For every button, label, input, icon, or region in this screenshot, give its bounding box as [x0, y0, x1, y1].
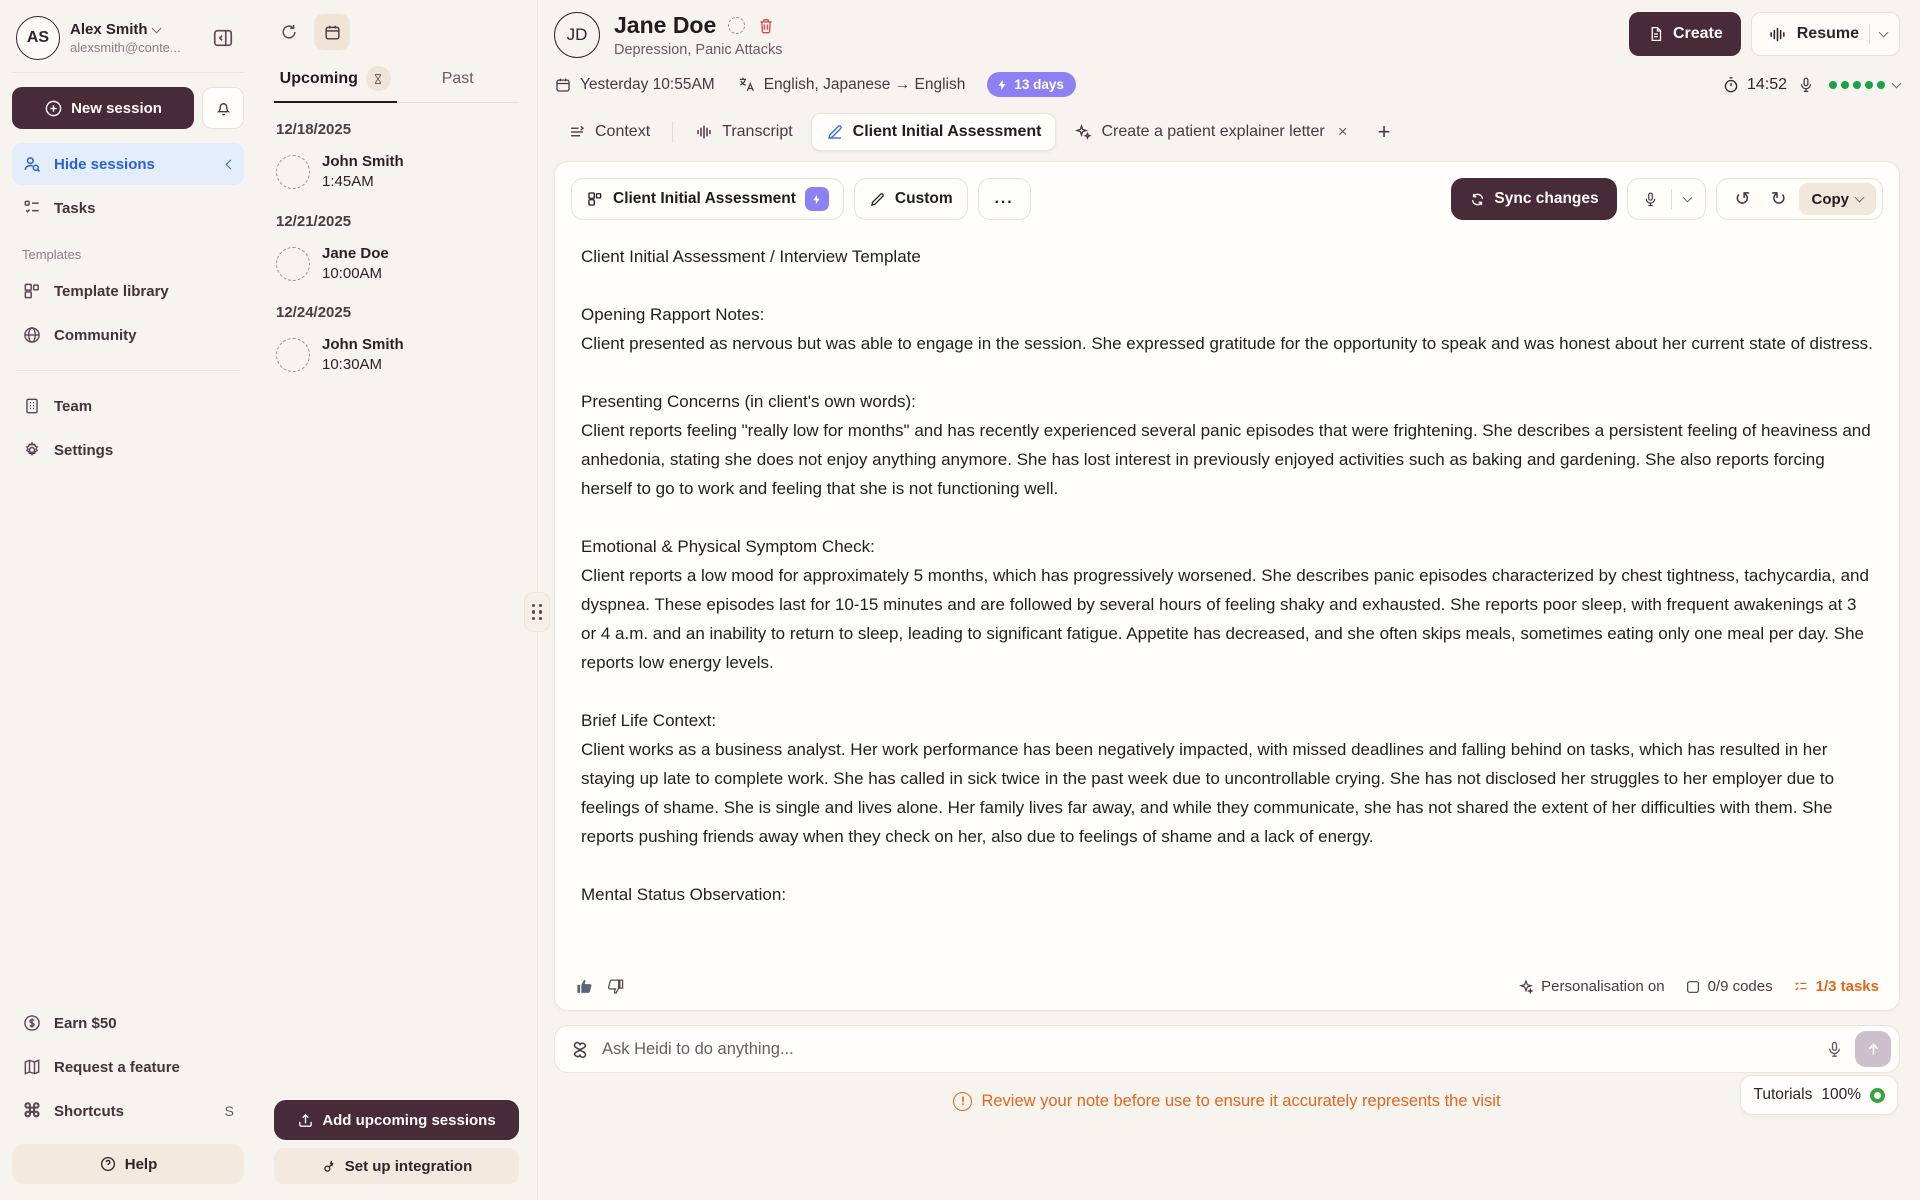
document-section — [581, 387, 1873, 503]
command-icon: ⌘ — [22, 1100, 42, 1122]
section-heading: Opening Rapport Notes: — [581, 305, 765, 324]
create-label: Create — [1672, 25, 1723, 42]
transcript-tab-label: Transcript — [722, 123, 793, 140]
help-button[interactable] — [12, 1144, 244, 1184]
template-icon — [586, 190, 604, 208]
ask-heidi-input[interactable] — [602, 1040, 1814, 1059]
user-meta — [70, 21, 196, 55]
sidebar-item-earn[interactable] — [12, 1002, 244, 1044]
hide-sessions-label: Hide sessions — [54, 155, 155, 173]
help-label: Help — [124, 1155, 158, 1173]
context-tab-label: Context — [595, 123, 651, 140]
document-section — [581, 300, 1873, 358]
waveform-icon — [1768, 25, 1787, 44]
settings-label: Settings — [54, 441, 114, 459]
chevron-down-icon — [1892, 78, 1902, 88]
sync-changes-button[interactable] — [1451, 178, 1616, 220]
new-session-label: New session — [71, 99, 162, 117]
template-name-label: Client Initial Assessment — [613, 190, 796, 207]
avatar: AS — [16, 16, 60, 60]
hourglass-badge — [366, 66, 391, 91]
audio-level-dots — [1829, 81, 1885, 89]
thumbs-down-icon[interactable] — [606, 977, 625, 996]
tasks-checklist-icon — [1793, 979, 1809, 995]
user-name: Alex Smith — [70, 21, 148, 38]
ai-bolt-badge — [805, 187, 829, 211]
microphone-icon[interactable] — [1825, 1040, 1844, 1059]
sidebar-item-team[interactable] — [12, 385, 244, 427]
chevron-down-icon — [1682, 193, 1692, 203]
sidebar-collapse-icon — [212, 27, 234, 49]
languages-label: English, Japanese → English — [763, 75, 966, 93]
note-footer — [555, 965, 1899, 1010]
new-session-button[interactable] — [12, 87, 194, 129]
section-heading: Mental Status Observation: — [581, 885, 787, 904]
refresh-sessions-button[interactable] — [274, 17, 304, 47]
sidebar-item-shortcuts[interactable] — [12, 1090, 244, 1132]
document-section — [581, 880, 1873, 909]
section-body: Client presented as nervous but was able to engage in the session. She expressed gratitude for the opportunity to speak and was honest about her current state of distress. — [581, 334, 1873, 353]
tab-context[interactable] — [554, 114, 664, 150]
pending-session-icon — [276, 247, 310, 281]
map-icon — [22, 1057, 42, 1077]
setup-integration-label: Set up integration — [344, 1157, 473, 1175]
stopwatch-icon — [1722, 76, 1740, 94]
patient-avatar: JD — [554, 12, 600, 58]
document-title: Client Initial Assessment / Interview Template — [581, 247, 921, 266]
sidebar-item-hide-sessions[interactable] — [12, 143, 244, 185]
send-button[interactable] — [1855, 1031, 1891, 1067]
patient-conditions: Depression, Panic Attacks — [614, 42, 783, 58]
integration-plug-icon — [321, 1158, 338, 1175]
shortcut-key-badge: S — [224, 1103, 234, 1119]
mic-level-indicator[interactable] — [1797, 76, 1900, 94]
user-email: alexsmith@conte... — [70, 40, 181, 55]
chevron-down-icon — [1879, 28, 1889, 38]
sidebar-nav — [12, 143, 244, 471]
heidi-clover-icon — [569, 1038, 591, 1060]
community-label: Community — [54, 326, 137, 344]
document-icon — [1647, 25, 1665, 43]
personalisation-toggle[interactable] — [1518, 978, 1664, 995]
template-library-icon — [22, 281, 42, 301]
patient-name: Jane Doe — [614, 12, 717, 38]
session-name: John Smith — [322, 153, 404, 170]
codes-icon — [1685, 979, 1701, 995]
tutorials-progress: 100% — [1821, 1086, 1861, 1103]
session-time: 10:00AM — [322, 264, 383, 282]
session-time-label: Yesterday 10:55AM — [580, 75, 715, 93]
request-feature-label: Request a feature — [54, 1058, 180, 1076]
main-content — [538, 0, 1920, 1200]
add-upcoming-sessions-button[interactable] — [274, 1100, 519, 1140]
sparkles-icon — [1074, 123, 1092, 141]
dictate-button-group[interactable] — [1627, 178, 1706, 220]
section-heading: Brief Life Context: — [581, 711, 717, 730]
session-time: 1:45AM — [322, 173, 374, 191]
section-body: Client reports a low mood for approximately 5 months, which has progressively worsened. She describes panic episodes characterized by chest tightness, tachycardia, and dyspnea. These episodes last for 10-15 minutes and are followed by several hours of feeling shaky and exhausted. She reports poor sleep, with frequent awakenings at 3 or 4 a.m. and an inability to return to sleep, leading to significant fatigue. Appetite has decreased, and she often skips meals, sometimes eating only one meal per day. She reports low energy levels. — [581, 566, 1869, 672]
note-document[interactable] — [555, 228, 1899, 965]
alert-icon: ! — [953, 1092, 972, 1111]
note-card — [554, 161, 1900, 1011]
ellipsis-icon: ... — [994, 190, 1014, 207]
gear-icon — [22, 440, 42, 460]
create-button[interactable] — [1629, 12, 1741, 56]
pending-session-icon — [276, 155, 310, 189]
sync-changes-label: Sync changes — [1494, 190, 1599, 207]
history-copy-group — [1716, 178, 1883, 220]
past-tab-label: Past — [441, 70, 474, 87]
bottom-bar — [554, 1073, 1900, 1129]
tutorials-widget[interactable] — [1740, 1075, 1898, 1115]
note-toolbar — [555, 162, 1899, 228]
session-list-item[interactable] — [274, 150, 519, 195]
sidebar — [0, 0, 256, 1200]
session-status-icon[interactable] — [728, 17, 745, 34]
session-timer — [1722, 76, 1787, 94]
plus-circle-icon — [44, 99, 63, 118]
tab-past[interactable] — [397, 66, 520, 103]
custom-label: Custom — [894, 190, 953, 207]
personalisation-label: Personalisation on — [1541, 978, 1665, 995]
tab-upcoming[interactable] — [274, 66, 397, 103]
document-section — [581, 706, 1873, 851]
tasks-button[interactable] — [1793, 978, 1879, 995]
sidebar-footer — [12, 1002, 244, 1184]
templates-section-label: Templates — [22, 247, 82, 262]
tab-client-initial-assessment[interactable] — [811, 113, 1057, 151]
arrow-up-icon — [1865, 1041, 1882, 1058]
tasks-checklist-icon — [22, 198, 42, 218]
more-options-button[interactable] — [978, 178, 1031, 220]
team-label: Team — [54, 397, 93, 415]
globe-icon — [22, 325, 42, 345]
session-header — [554, 12, 1900, 58]
resume-label: Resume — [1796, 25, 1859, 42]
days-badge-label: 13 days — [1014, 77, 1064, 92]
session-datetime — [554, 76, 715, 94]
codes-label: 0/9 codes — [1707, 978, 1773, 995]
chevron-left-icon — [226, 159, 236, 169]
add-upcoming-label: Add upcoming sessions — [322, 1111, 496, 1129]
chevron-down-icon — [151, 23, 161, 33]
timer-value: 14:52 — [1746, 75, 1787, 93]
copy-button[interactable] — [1799, 183, 1877, 215]
sidebar-item-settings[interactable] — [12, 429, 244, 471]
context-icon — [568, 123, 586, 141]
session-name: Jane Doe — [322, 244, 389, 262]
dollar-coin-icon — [22, 1013, 42, 1033]
tasks-count-label: 1/3 tasks — [1815, 978, 1879, 995]
days-badge[interactable] — [987, 72, 1076, 97]
sync-icon — [1469, 191, 1486, 208]
date-group-label: 12/21/2025 — [276, 212, 352, 230]
custom-button[interactable] — [854, 178, 968, 220]
section-heading: Presenting Concerns (in client's own words): — [581, 392, 916, 411]
section-body: Client reports feeling "really low for months" and has recently experienced several panic episodes that were frightening. She describes a persistent feeling of heaviness and anhedonia, stating she does not enjoy anything anymore. She has lost interest in previously enjoyed activities such as baking and gardening. She also reports forcing herself to go to work and feeling that she is not functioning well. — [581, 421, 1871, 498]
collapse-sidebar-button[interactable] — [206, 21, 240, 55]
pending-session-icon — [276, 338, 310, 372]
session-list-item[interactable] — [274, 242, 519, 287]
grip-dots-icon — [532, 604, 543, 621]
assessment-tab-label: Client Initial Assessment — [852, 123, 1042, 140]
review-notice — [953, 1092, 1500, 1111]
refresh-icon — [279, 22, 299, 42]
redo-button[interactable]: ↻ — [1770, 188, 1787, 210]
calendar-view-button[interactable] — [314, 14, 350, 50]
pen-icon — [826, 123, 844, 141]
tab-patient-explainer-letter[interactable] — [1060, 113, 1361, 151]
section-heading: Emotional & Physical Symptom Check: — [581, 537, 875, 556]
undo-button[interactable]: ↺ — [1734, 188, 1751, 210]
user-account[interactable] — [12, 14, 244, 73]
session-languages[interactable] — [737, 75, 966, 94]
section-body: Client works as a business analyst. Her work performance has been negatively impacted, with missed deadlines and falling behind on tasks, which has resulted in her staying up late to complete work. She has called in sick twice in the past week due to uncontrollable crying. She has not disclosed her struggles to her employer due to feelings of shame. She is single and lives alone. Her family lives far away, and while they communicate, she has not shared the extent of her difficulties with them. She reports pushing friends away when they check on her, also due to feelings of shame and a lack of energy. — [581, 740, 1835, 846]
sidebar-item-template-library[interactable] — [12, 270, 244, 312]
microphone-icon — [1642, 191, 1659, 208]
close-tab-icon[interactable]: × — [1337, 122, 1348, 141]
lightning-icon — [996, 79, 1008, 91]
lightning-icon — [811, 194, 822, 205]
session-list-item[interactable] — [274, 333, 519, 378]
sparkle-icon — [1518, 979, 1534, 995]
resume-button[interactable] — [1751, 12, 1900, 56]
progress-ring-icon — [1870, 1088, 1885, 1103]
copy-label: Copy — [1811, 190, 1849, 208]
notifications-button[interactable] — [202, 87, 244, 129]
calendar-icon — [554, 76, 572, 94]
divider — [672, 121, 673, 143]
tasks-label: Tasks — [54, 199, 96, 217]
sidebar-item-community[interactable] — [12, 314, 244, 356]
sessions-list — [274, 103, 519, 378]
document-section — [581, 532, 1873, 677]
chevron-down-icon — [1855, 193, 1865, 203]
session-name: John Smith — [322, 336, 404, 353]
session-time: 10:30AM — [322, 356, 383, 374]
hourglass-icon — [372, 73, 384, 85]
tutorials-label: Tutorials — [1753, 1086, 1813, 1103]
session-meta-row — [554, 72, 1900, 97]
trash-icon[interactable] — [757, 17, 775, 35]
divider — [16, 370, 240, 371]
translate-icon — [737, 75, 756, 94]
calendar-icon — [323, 23, 342, 42]
document-tabs — [554, 113, 1900, 151]
waveform-icon — [695, 123, 713, 141]
codes-button[interactable] — [1685, 978, 1773, 995]
upcoming-tab-label: Upcoming — [279, 69, 358, 87]
earn-label: Earn $50 — [54, 1014, 117, 1032]
microphone-icon — [1797, 76, 1815, 94]
tab-transcript[interactable] — [681, 114, 807, 150]
panel-resize-handle[interactable] — [524, 592, 550, 632]
sessions-tabs — [274, 66, 519, 103]
sidebar-item-tasks[interactable] — [12, 187, 244, 229]
pencil-icon — [869, 191, 886, 208]
date-group-label: 12/18/2025 — [276, 121, 352, 138]
date-group-label: 12/24/2025 — [276, 304, 352, 321]
upload-icon — [297, 1112, 314, 1129]
bell-icon — [214, 99, 233, 118]
explainer-tab-label: Create a patient explainer letter — [1101, 123, 1325, 140]
help-icon — [99, 1155, 117, 1173]
template-library-label: Template library — [54, 282, 169, 300]
add-tab-button[interactable]: + — [1377, 119, 1391, 144]
sidebar-item-request-feature[interactable] — [12, 1046, 244, 1088]
shortcuts-label: Shortcuts — [54, 1102, 125, 1120]
ask-heidi-bar — [554, 1025, 1900, 1073]
user-search-icon — [22, 154, 42, 174]
team-building-icon — [22, 396, 42, 416]
template-selector-button[interactable] — [571, 178, 844, 220]
thumbs-up-icon[interactable] — [575, 977, 594, 996]
setup-integration-button[interactable] — [274, 1148, 519, 1184]
review-notice-text: Review your note before use to ensure it accurately represents the visit — [981, 1091, 1501, 1110]
sessions-panel — [256, 0, 538, 1200]
